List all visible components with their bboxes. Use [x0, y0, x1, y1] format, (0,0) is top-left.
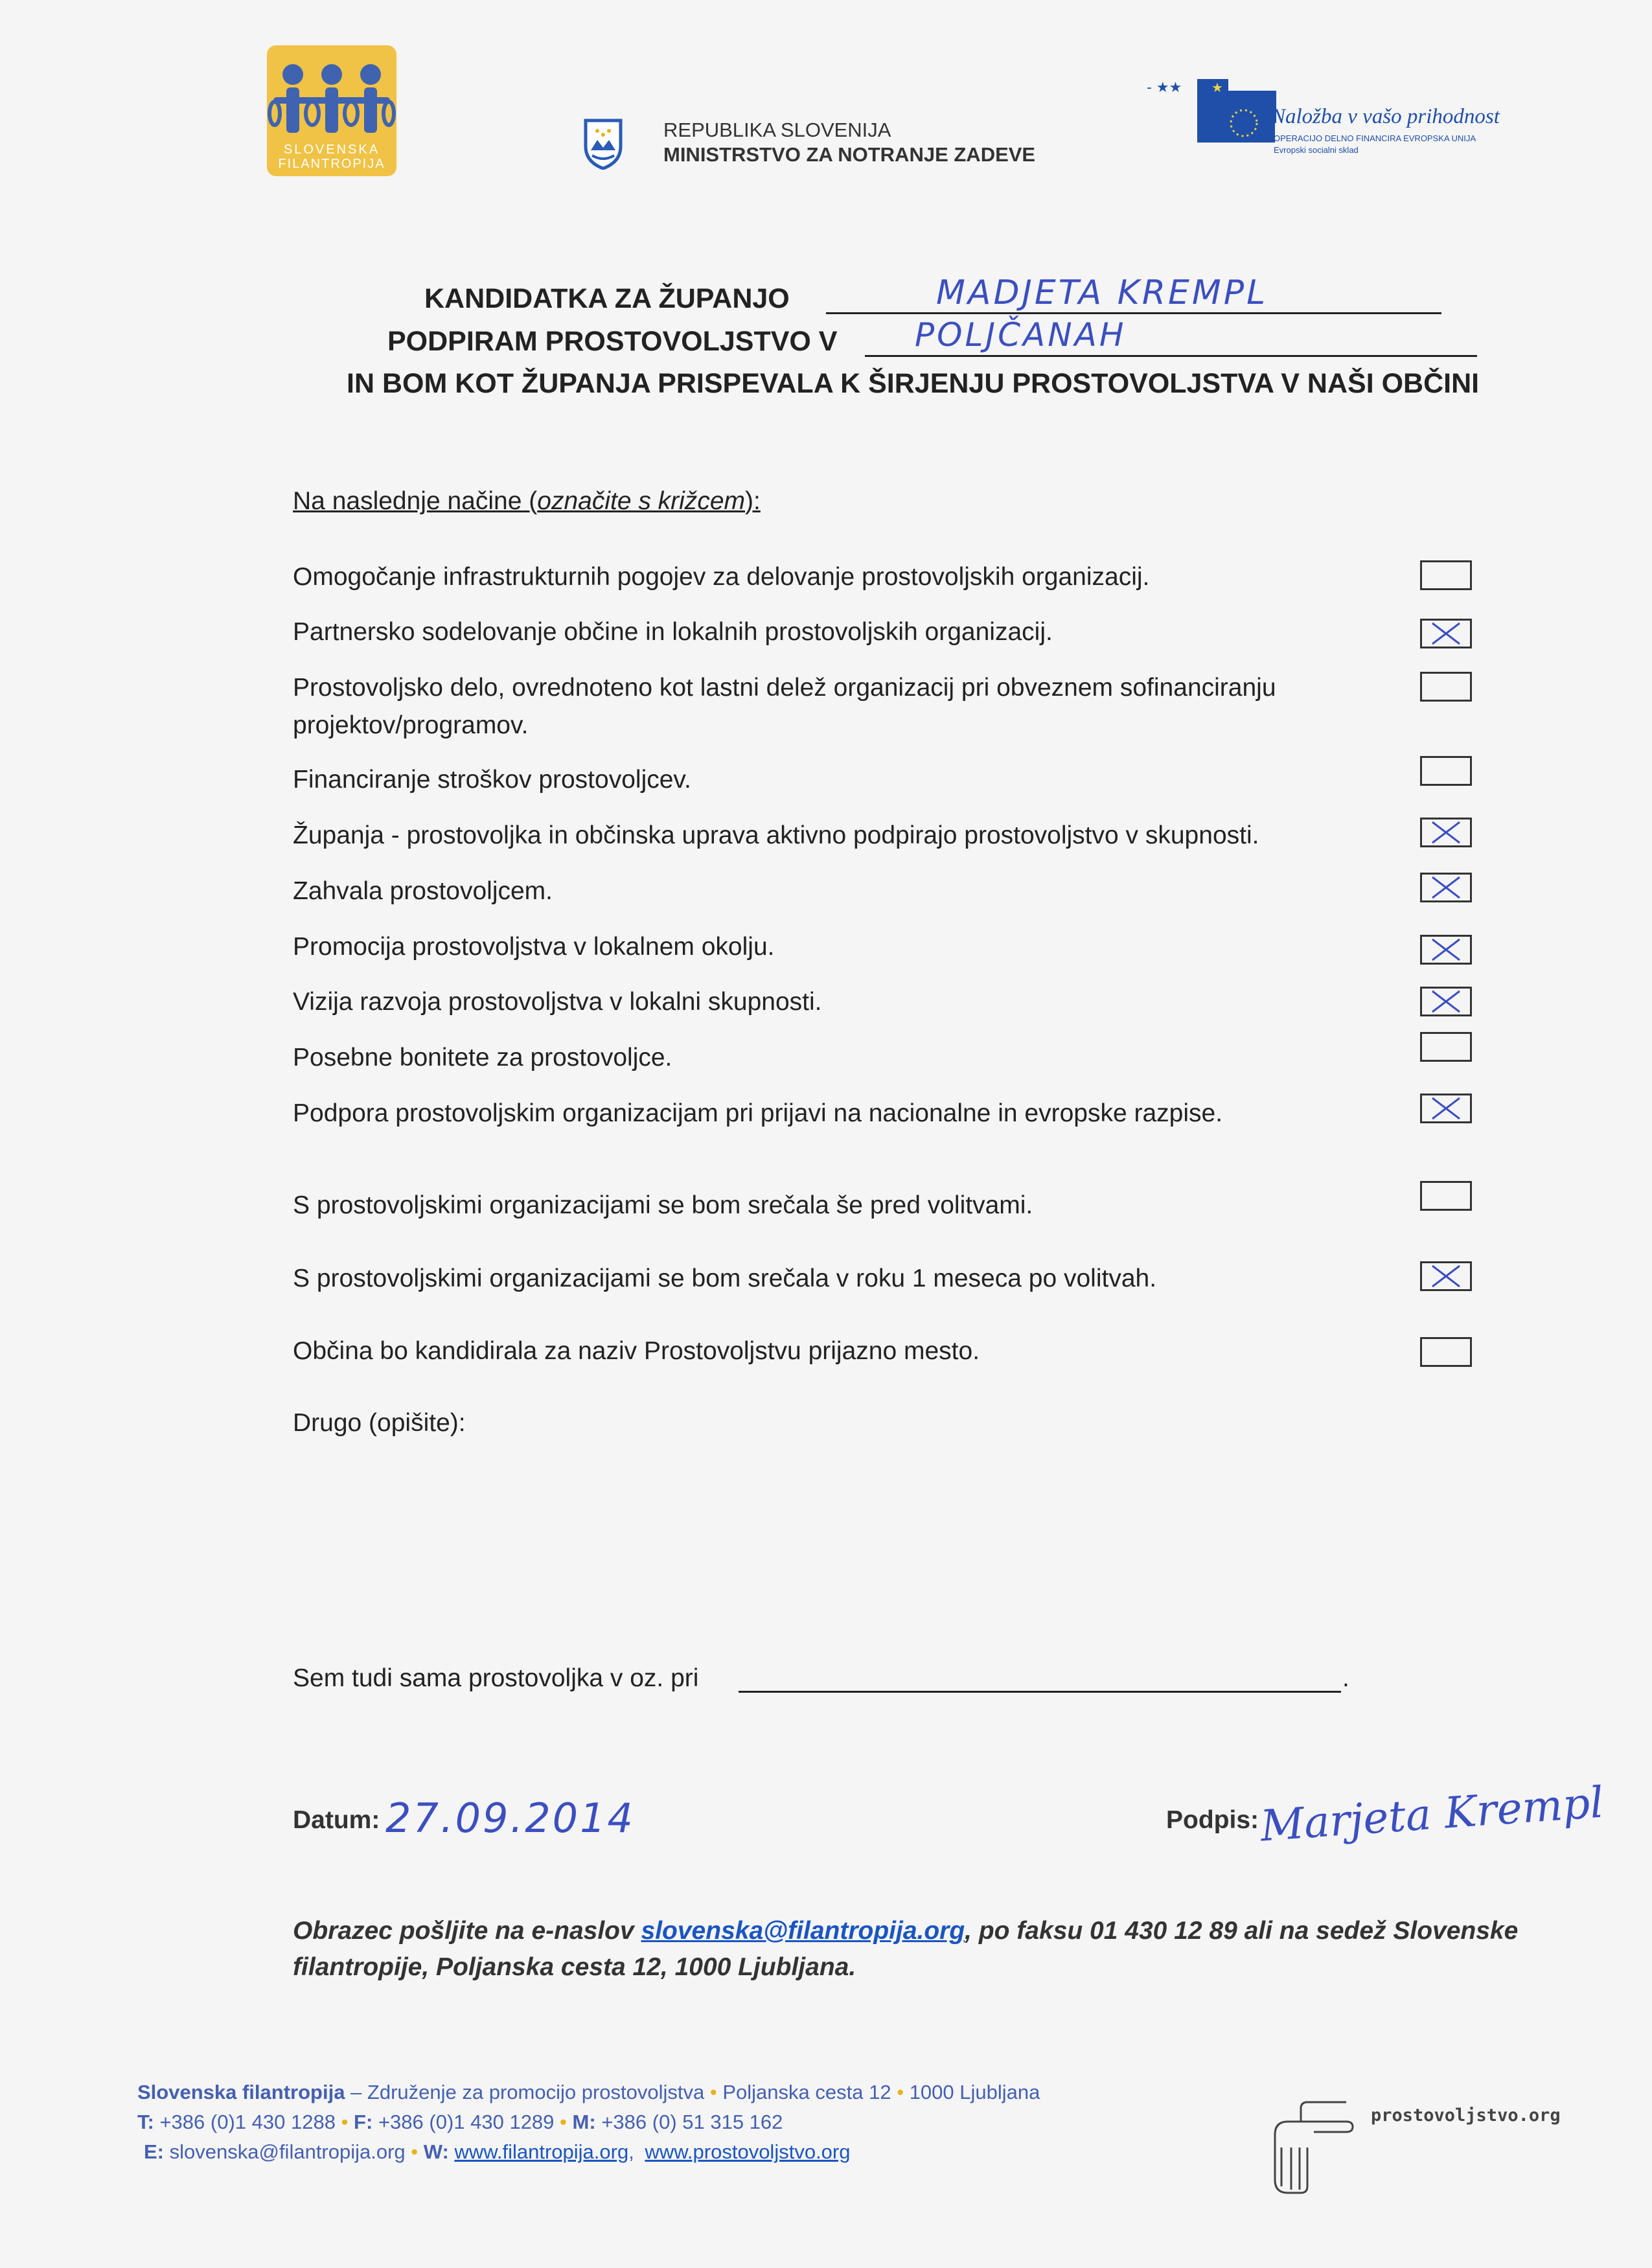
list-item: [293, 1095, 1524, 1132]
footer-address: Poljanska cesta 12: [722, 2081, 891, 2103]
brand-text: prostovoljstvo.org: [1371, 2105, 1561, 2125]
list-item: [293, 983, 1524, 1021]
item-text: Omogočanje infrastrukturnih pogojev za delovanje prostovoljskih organizacij.: [293, 563, 1150, 591]
list-item: [293, 613, 1524, 651]
item-text: Partnersko sodelovanje občine in lokalnih prostovoljskih organizacij.: [293, 618, 1053, 646]
lead-prefix: Na naslednje načine (: [293, 487, 538, 515]
checkbox[interactable]: [1420, 560, 1472, 590]
note-prefix: Obrazec pošljite na e-naslov: [293, 1917, 641, 1945]
footer-m-label: M:: [572, 2111, 596, 2133]
item-text: Promocija prostovoljstva v lokalnem okolju.: [293, 933, 775, 961]
eu-line2: Evropski socialni sklad: [1274, 145, 1359, 155]
logo-text-line1: SLOVENSKA: [283, 143, 380, 157]
list-item: [293, 928, 1524, 966]
volunteer-input[interactable]: [739, 1690, 1341, 1693]
footer-line2: [137, 2107, 1040, 2137]
candidate-label: KANDIDATKA ZA ŽUPANJO: [424, 283, 790, 314]
volunteer-label: Sem tudi sama prostovoljka v oz. pri: [293, 1664, 699, 1692]
logo-text-line2: FILANTROPIJA: [278, 157, 385, 171]
list-item: [293, 558, 1524, 596]
municipality-label: PODPIRAM PROSTOVOLJSTVO V: [387, 326, 838, 357]
note-email-link[interactable]: slovenska@filantropija.org: [641, 1917, 965, 1945]
list-item: [293, 1260, 1524, 1298]
submission-note: [293, 1913, 1524, 1986]
cross-mark-icon: [1422, 819, 1470, 845]
footer: [137, 2078, 1040, 2167]
checkbox[interactable]: [1420, 818, 1472, 847]
list-item: [293, 1187, 1524, 1224]
list-item: [293, 761, 1524, 799]
eu-logo: [1147, 73, 1503, 163]
cross-mark-icon: [1422, 621, 1470, 647]
list-item: [293, 669, 1394, 744]
eu-flag-icon: [1147, 73, 1276, 144]
other-label: Drugo (opišite):: [293, 1409, 466, 1437]
checkbox[interactable]: [1420, 756, 1472, 786]
lead-suffix: ):: [745, 487, 761, 515]
municipality-line: [865, 354, 1477, 357]
municipality-value: POLJČANAH: [915, 316, 1127, 354]
cross-mark-icon: [1422, 989, 1470, 1014]
checkbox[interactable]: [1420, 672, 1472, 702]
eu-slogan: Naložba v vašo prihodnost: [1271, 105, 1500, 128]
checkbox[interactable]: [1420, 873, 1472, 902]
checkbox[interactable]: [1420, 619, 1472, 648]
cross-mark-icon: [1422, 1263, 1470, 1289]
checkbox[interactable]: [1420, 1094, 1472, 1123]
people-figures-icon: [267, 45, 396, 143]
footer-t-label: T:: [137, 2111, 154, 2133]
ministry-line2: MINISTRSTVO ZA NOTRANJE ZADEVE: [663, 143, 1036, 166]
slovenia-coat-of-arms-icon: [583, 118, 623, 173]
svg-text:- ★★: - ★★: [1147, 80, 1182, 96]
ministry-line1: REPUBLIKA SLOVENIJA: [663, 119, 891, 141]
checkbox[interactable]: [1420, 1032, 1472, 1062]
bullet-icon: •: [897, 2081, 904, 2103]
list-item: [293, 1333, 1524, 1370]
footer-city: 1000 Ljubljana: [909, 2081, 1040, 2103]
bullet-icon: •: [560, 2111, 567, 2133]
footer-mobile: +386 (0) 51 315 162: [601, 2111, 783, 2133]
item-text: Prostovoljsko delo, ovrednoteno kot lastni delež organizacij pri obveznem sofinanciranju projektov/programov.: [293, 674, 1276, 739]
checkbox[interactable]: [1420, 987, 1472, 1016]
footer-line3: E: slovenska@filantropija.org • W: www.filantropija.org, www.prostovoljstvo.org: [144, 2140, 851, 2163]
signature-value: Marjeta Krempl: [1258, 1777, 1605, 1851]
footer-line1: [137, 2078, 1040, 2107]
footer-org: Slovenska filantropija: [137, 2081, 345, 2103]
checkbox[interactable]: [1420, 1261, 1472, 1291]
footer-w-label: W:: [423, 2140, 449, 2163]
signature-label: Podpis:: [1166, 1806, 1259, 1834]
hands-logo-icon: [1262, 2096, 1366, 2203]
date-label: Datum:: [293, 1806, 380, 1834]
footer-phone: +386 (0)1 430 1288: [159, 2111, 336, 2133]
bullet-icon: •: [341, 2111, 349, 2133]
footer-f-label: F:: [354, 2111, 373, 2133]
svg-text:★: ★: [1211, 80, 1223, 95]
date-value: 27.09.2014: [385, 1794, 635, 1842]
note-middle: , po faksu 01 430 12 89 ali na sedež Slovenske: [965, 1917, 1519, 1945]
footer-desc: – Združenje za promocijo prostovoljstva: [345, 2081, 705, 2103]
ministry-header: [663, 118, 1035, 167]
list-item: [293, 1039, 1524, 1077]
item-text: Vizija razvoja prostovoljstva v lokalni skupnosti.: [293, 988, 822, 1016]
list-item: [293, 873, 1524, 910]
footer-fax: +386 (0)1 430 1289: [378, 2111, 555, 2133]
item-text: Financiranje stroškov prostovoljcev.: [293, 766, 691, 794]
item-text: S prostovoljskimi organizacijami se bom srečala še pred volitvami.: [293, 1191, 1033, 1219]
checkbox[interactable]: [1420, 935, 1472, 965]
item-text: Zahvala prostovoljcem.: [293, 877, 553, 905]
checkbox[interactable]: [1420, 1181, 1472, 1211]
lead-italic: označite s križcem: [537, 487, 746, 515]
note-line2: filantropije, Poljanska cesta 12, 1000 Ljubljana.: [293, 1953, 856, 1981]
lead-text: [293, 487, 761, 516]
checkbox[interactable]: [1420, 1337, 1472, 1367]
footer-e-label: E:: [144, 2140, 164, 2163]
candidate-name-value: MADJETA KREMPL: [936, 273, 1268, 312]
bullet-icon: •: [709, 2081, 717, 2103]
item-text: S prostovoljskimi organizacijami se bom srečala v roku 1 meseca po volitvah.: [293, 1265, 1157, 1292]
volunteer-end: .: [1342, 1664, 1349, 1692]
footer-web-link-2[interactable]: www.prostovoljstvo.org: [645, 2140, 851, 2163]
footer-email: slovenska@filantropija.org: [169, 2140, 406, 2163]
item-text: Posebne bonitete za prostovoljce.: [293, 1044, 672, 1071]
cross-mark-icon: [1422, 937, 1470, 963]
list-item: [293, 817, 1524, 854]
footer-web-link-1[interactable]: www.filantropija.org: [454, 2140, 629, 2163]
cross-mark-icon: [1422, 1095, 1470, 1121]
item-text: Občina bo kandidirala za naziv Prostovoljstvu prijazno mesto.: [293, 1337, 980, 1365]
pledge-line: IN BOM KOT ŽUPANJA PRISPEVALA K ŠIRJENJU PROSTOVOLJSTVA V NAŠI OBČINI: [347, 368, 1480, 399]
slovenska-filantropija-logo: [267, 45, 396, 176]
item-text: Podpora prostovoljskim organizacijam pri prijavi na nacionalne in evropske razpise.: [293, 1099, 1223, 1127]
cross-mark-icon: [1422, 875, 1470, 900]
eu-line1: OPERACIJO DELNO FINANCIRA EVROPSKA UNIJA: [1274, 133, 1476, 143]
bullet-icon: •: [411, 2140, 419, 2163]
item-text: Županja - prostovoljka in občinska uprava aktivno podpirajo prostovoljstvo v skupnosti.: [293, 821, 1259, 849]
